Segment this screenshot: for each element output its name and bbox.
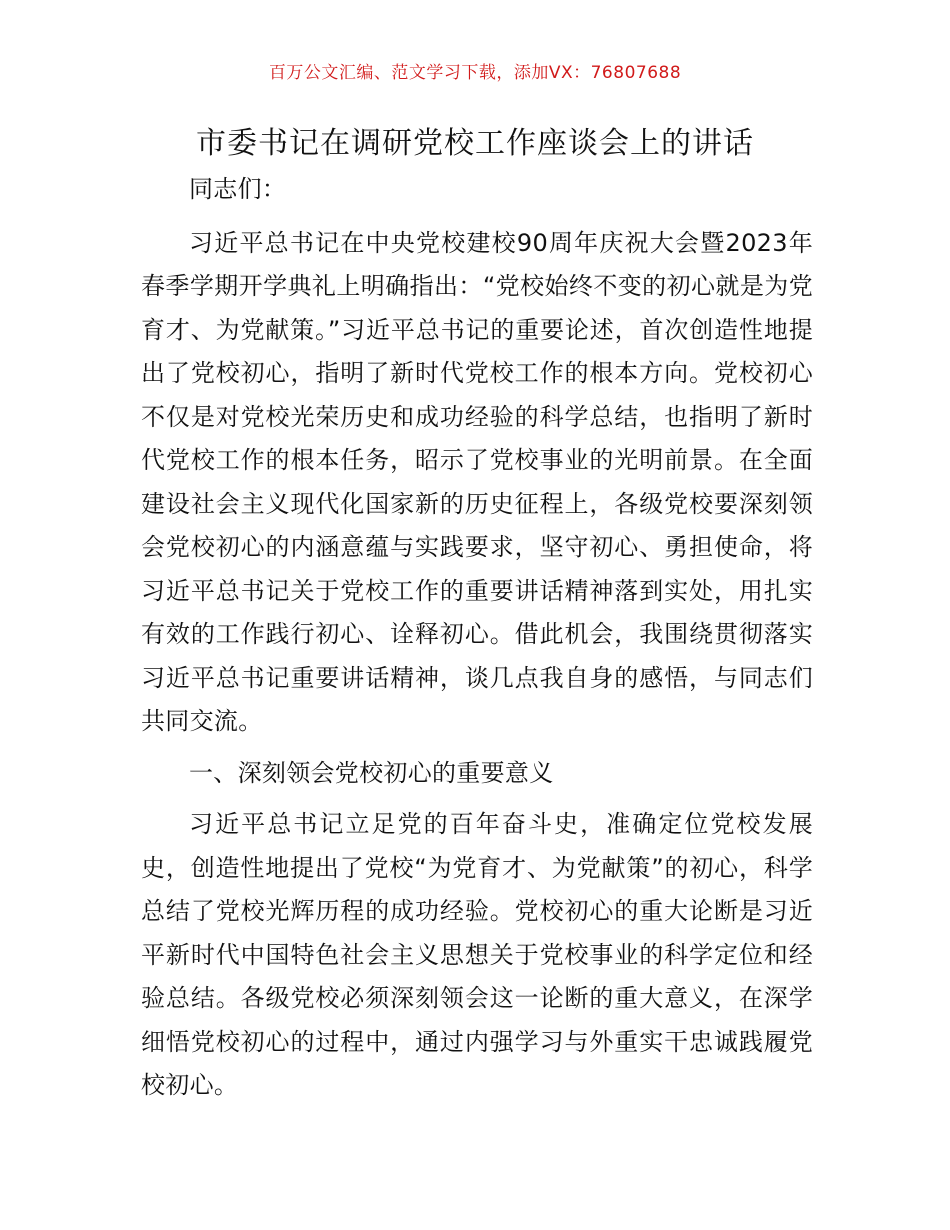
header-banner: 百万公文汇编、范文学习下载，添加VX：76807688: [268, 63, 682, 83]
paragraph-section-one: 习近平总书记立足党的百年奋斗史，准确定位党校发展史，创造性地提出了党校“为党育才、为党献策”的初心，科学总结了党校光辉历程的成功经验。党校初心的重大论断是习近平新时代中国特色社会主义思想关于党校事业的科学定位和经验总结。各级党校必须深刻领会这一论断的重大意义，在深学细悟党校初心的过程中，通过内强学习与外重实干忠诚践履党校初心。: [141, 810, 813, 1099]
paragraph-intro: 习近平总书记在中央党校建校90周年庆祝大会暨2023年春季学期开学典礼上明确指出：“党校始终不变的初心就是为党育才、为党献策。”习近平总书记的重要论述，首次创造性地提出了党校初心，指明了新时代党校工作的根本方向。党校初心不仅是对党校光荣历史和成功经验的科学总结，也指明了新时代党校工作的根本任务，昭示了党校事业的光明前景。在全面建设社会主义现代化国家新的历史征程上，各级党校要深刻领会党校初心的内涵意蕴与实践要求，坚守初心、勇担使命，将习近平总书记关于党校工作的重要讲话精神落到实处，用扎实有效的工作践行初心、诠释初心。借此机会，我围绕贯彻落实习近平总书记重要讲话精神，谈几点我自身的感悟，与同志们共同交流。: [141, 228, 813, 735]
salutation: 同志们：: [189, 175, 287, 203]
document-body: [141, 168, 813, 1108]
page-title: 市委书记在调研党校工作座谈会上的讲话: [196, 126, 754, 161]
section-heading: 一、深刻领会党校初心的重要意义: [189, 758, 554, 787]
